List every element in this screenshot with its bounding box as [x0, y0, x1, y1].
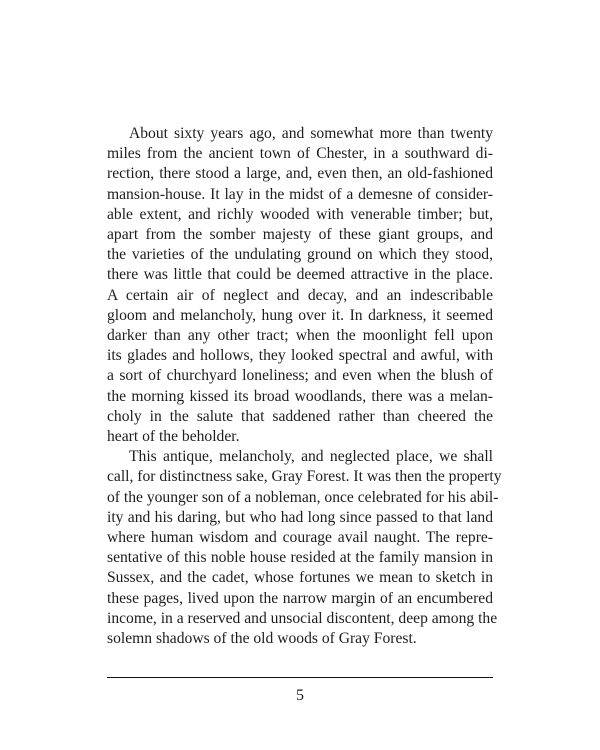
- text-line: Sussex, and the cadet, whose fortunes we mean to sketch in: [107, 569, 493, 587]
- text-line: where human wisdom and courage avail naught. The repre-: [107, 529, 493, 547]
- text-line: a sort of churchyard loneliness; and even when the blush of: [107, 367, 493, 385]
- text-line: call, for distinctness sake, Gray Forest. It was then the property: [107, 468, 502, 486]
- text-line: gloom and melancholy, hung over it. In darkness, it seemed: [107, 306, 493, 324]
- text-line: heart of the beholder.: [107, 428, 240, 446]
- text-line: these pages, lived upon the narrow margin of an encumbered: [107, 589, 493, 607]
- text-line: miles from the ancient town of Chester, in a southward di-: [107, 145, 493, 163]
- text-line: its glades and hollows, they looked spectral and awful, with: [107, 347, 493, 365]
- text-line: ity and his daring, but who had long since passed to that land: [107, 508, 493, 526]
- text-line: darker than any other tract; when the moonlight fell upon: [107, 327, 493, 345]
- text-line: solemn shadows of the old woods of Gray Forest.: [107, 630, 417, 648]
- paragraph-2: [107, 447, 502, 649]
- body-text: [107, 124, 502, 649]
- text-line: income, in a reserved and unsocial discontent, deep among the: [107, 609, 498, 627]
- text-line: rection, there stood a large, and, even then, an old-fashioned: [107, 165, 493, 183]
- text-line: choly in the salute that saddened rather than cheered the: [107, 407, 493, 425]
- text-line: there was little that could be deemed attractive in the place.: [107, 266, 493, 284]
- text-line: mansion-house. It lay in the midst of a demesne of consider-: [107, 185, 493, 203]
- text-line: the morning kissed its broad woodlands, there was a melan-: [107, 387, 493, 405]
- text-line: A certain air of neglect and decay, and an indescribable: [107, 286, 493, 304]
- text-line: able extent, and richly wooded with venerable timber; but,: [107, 205, 493, 223]
- text-line: About sixty years ago, and somewhat more than twenty: [129, 125, 493, 142]
- text-line: apart from the somber majesty of these giant groups, and: [107, 226, 493, 244]
- text-line: sentative of this noble house resided at the family mansion in: [107, 549, 493, 567]
- footer-rule: [107, 677, 493, 678]
- text-line: the varieties of the undulating ground on which they stood,: [107, 246, 493, 264]
- page-number: 5: [296, 687, 304, 704]
- paragraph-1: [107, 124, 493, 447]
- text-line: This antique, melancholy, and neglected place, we shall: [129, 448, 493, 466]
- text-line: of the younger son of a nobleman, once celebrated for his abil-: [107, 488, 499, 506]
